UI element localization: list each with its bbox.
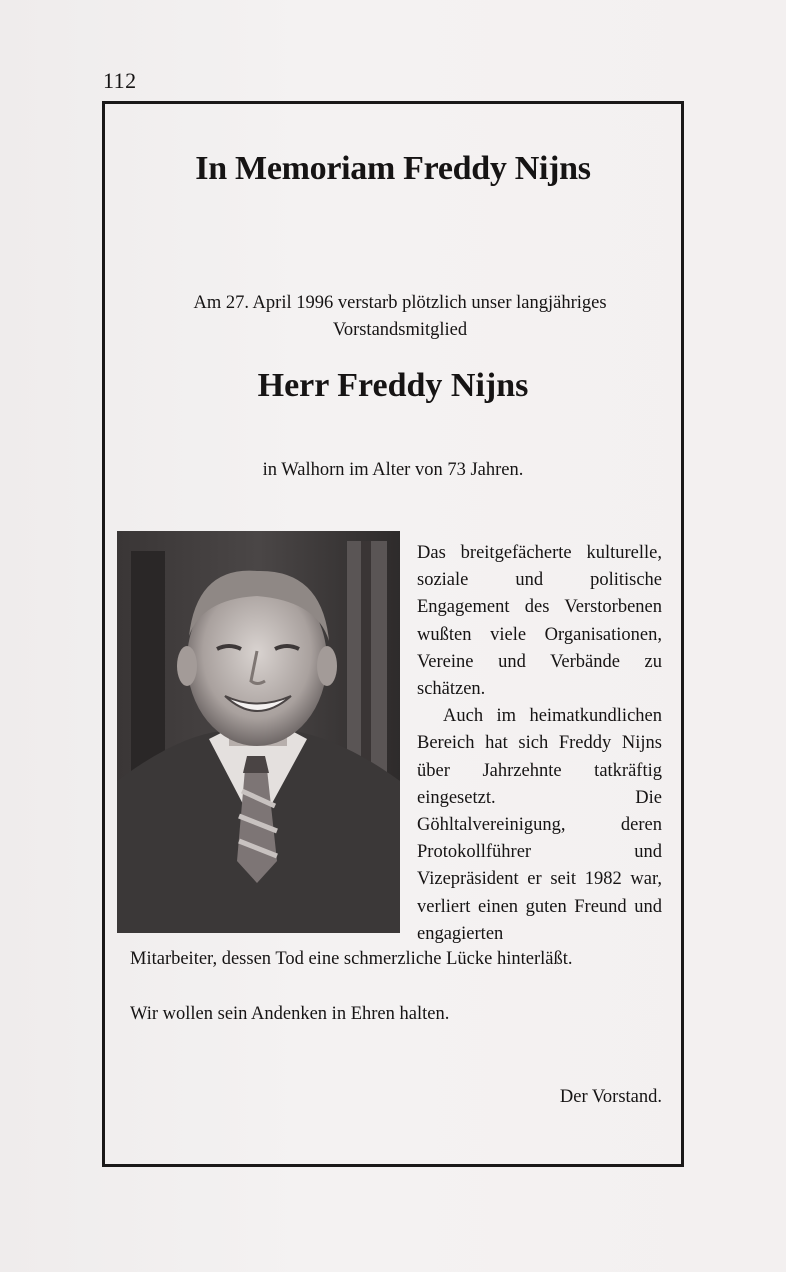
portrait-image	[117, 531, 400, 933]
memorial-title: In Memoriam Freddy Nijns	[195, 150, 591, 187]
deceased-name: Herr Freddy Nijns	[257, 367, 529, 404]
intro-line-1: Am 27. April 1996 verstarb plötzlich unser langjähriges	[193, 293, 607, 313]
portrait-photo	[117, 531, 400, 933]
body-paragraph-2: Auch im heimatkundlichen Bereich hat sich Freddy Nijns über Jahrzehnte tatkräftig eingesetzt. Die Göhltalvereinigung, deren Protokollführer und Vizepräsident er seit 1982 war, verliert einen guten Freund und engagierten	[417, 706, 662, 944]
farewell-text: Wir wollen sein Andenken in Ehren halten.	[130, 1004, 450, 1024]
place-and-age: in Walhorn im Alter von 73 Jahren.	[262, 460, 524, 480]
signature: Der Vorstand.	[559, 1087, 662, 1107]
obituary-body	[417, 540, 662, 948]
body-paragraph-1: Das breitgefächerte kulturelle, soziale und politische Engagement des Verstorbenen wußten viele Organisationen, Vereine und Verbände zu schätzen.	[417, 543, 662, 700]
page-number: 112	[103, 68, 137, 93]
closing-line: Mitarbeiter, dessen Tod eine schmerzliche Lücke hinterläßt.	[130, 949, 573, 969]
intro-text	[140, 290, 660, 344]
intro-line-2: Vorstandsmitglied	[332, 320, 468, 340]
